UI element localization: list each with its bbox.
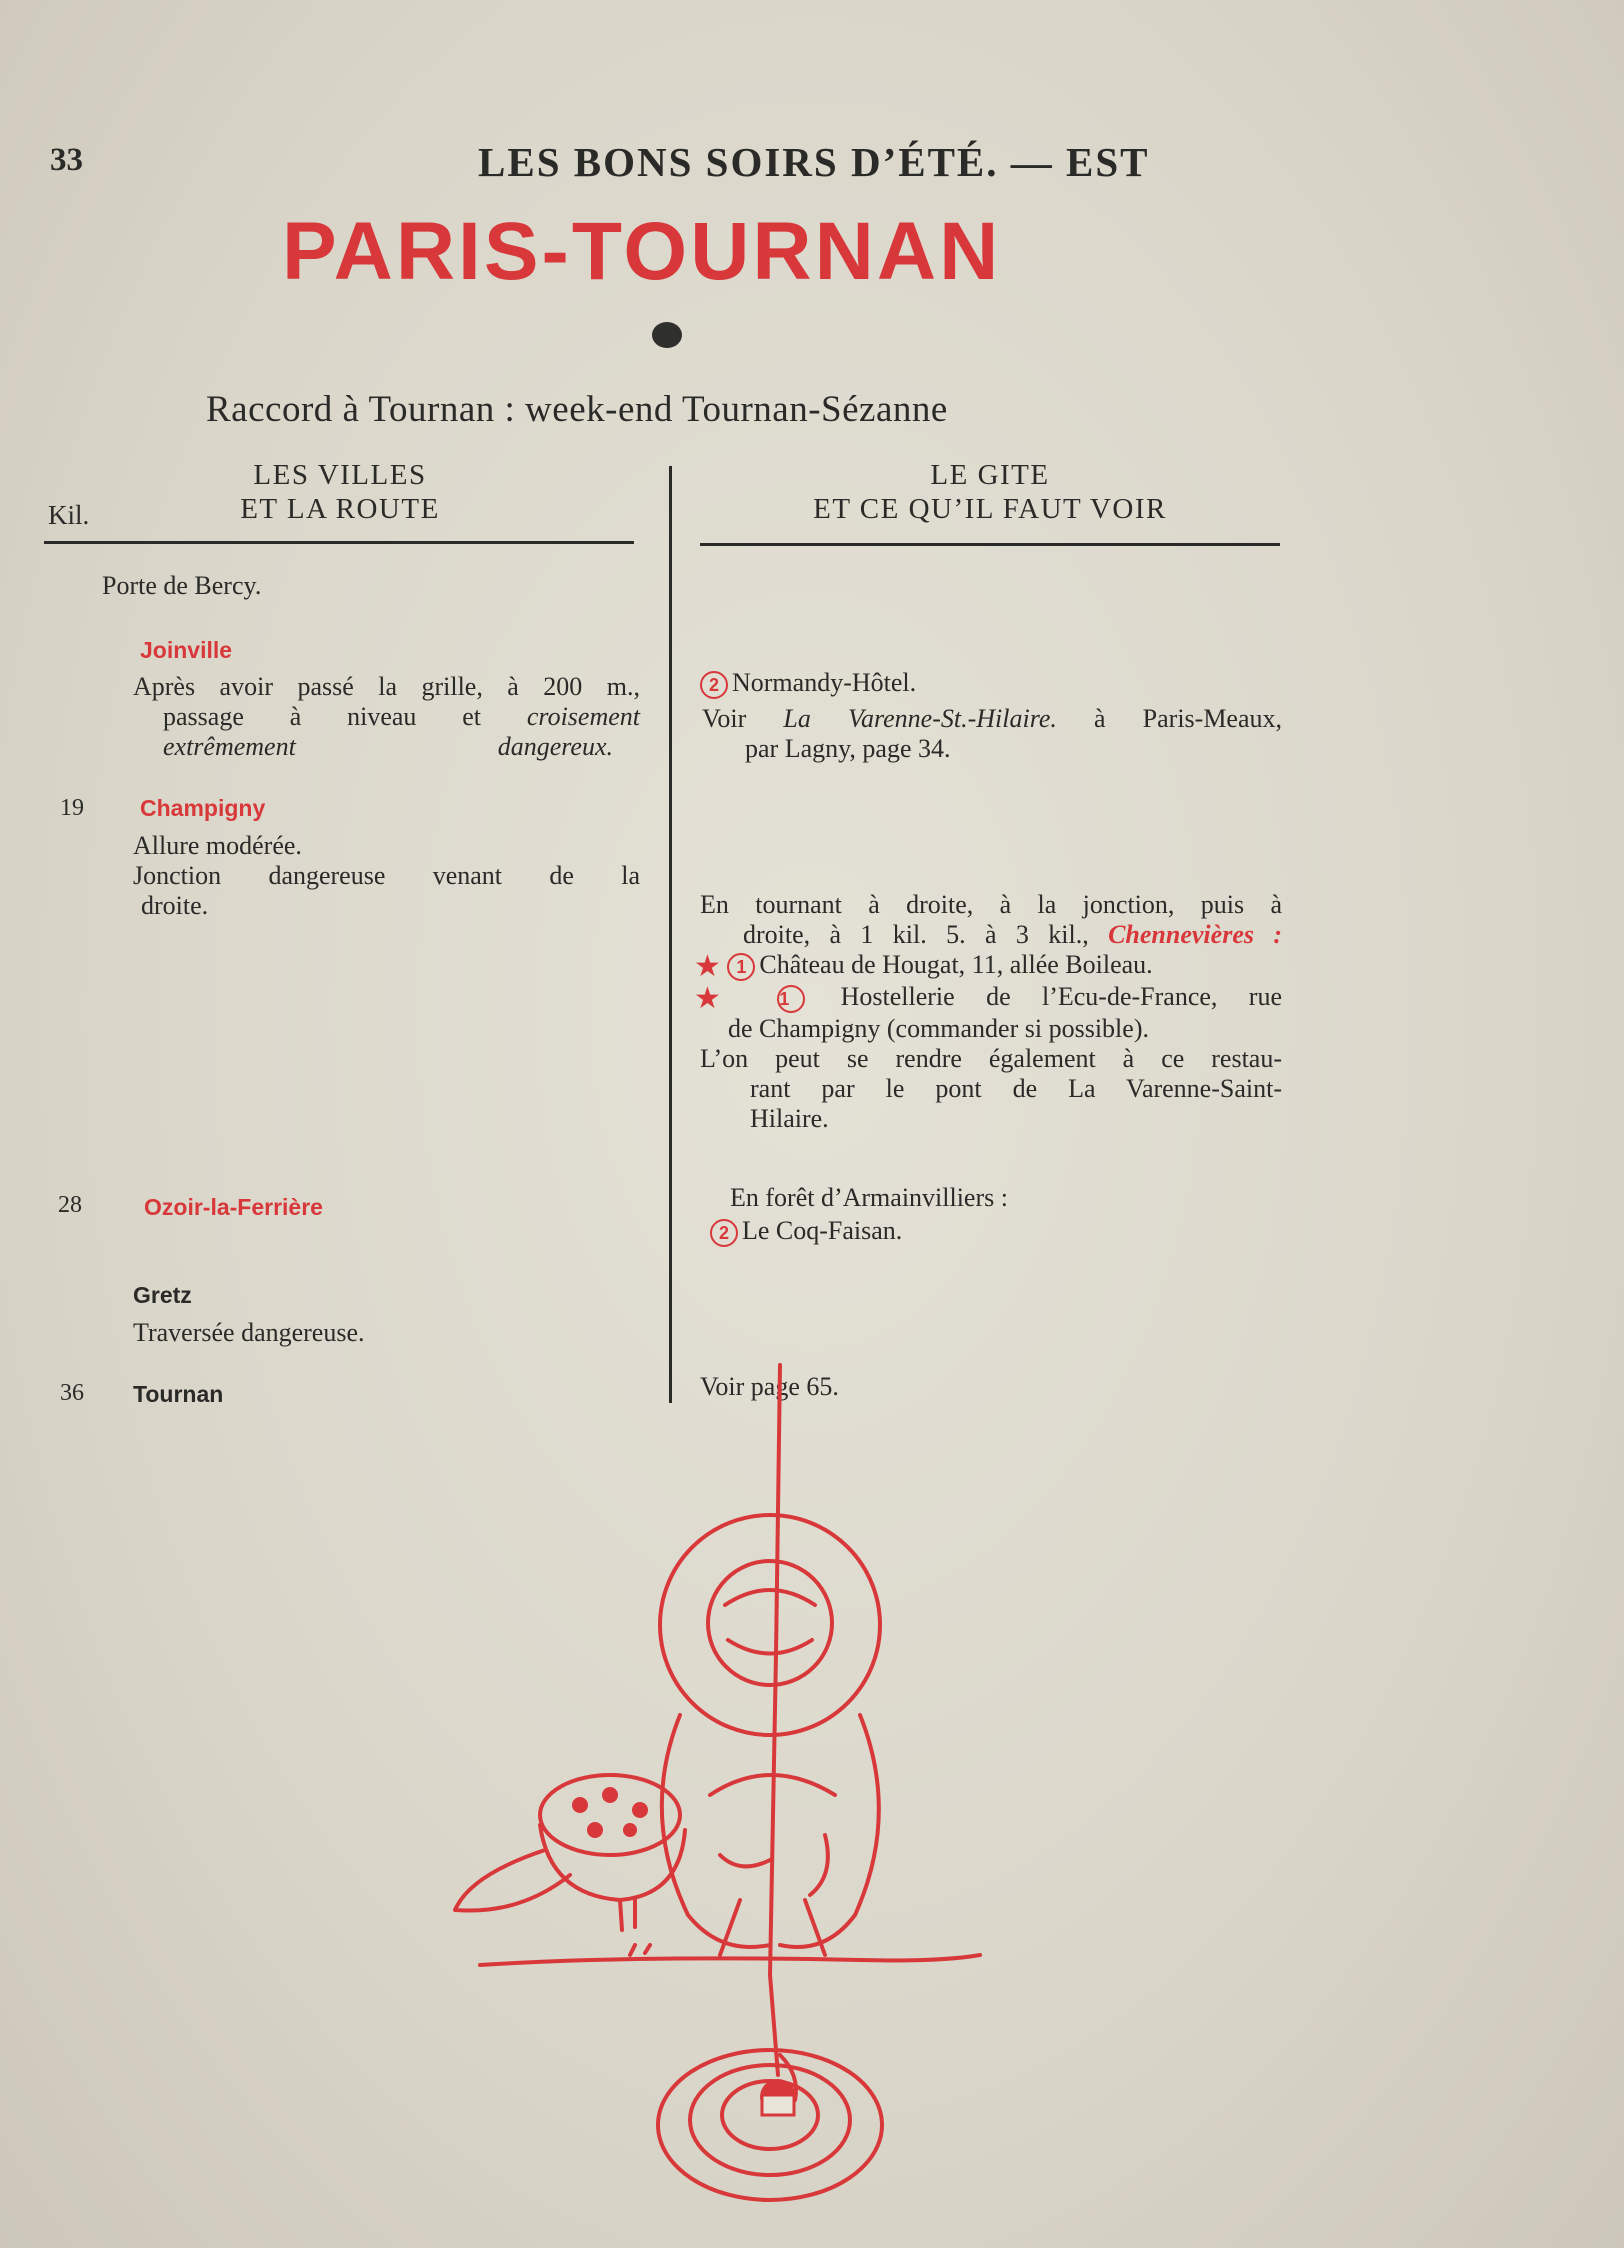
- hotel-ecu-de-france: [694, 982, 1282, 1014]
- km-tournan: 36: [60, 1380, 84, 1406]
- fisherman-illustration: [440, 1355, 1000, 2215]
- place-chennevieres: Chennevières :: [1108, 920, 1283, 949]
- chennevieres-line1: En tournant à droite, à la jonction, puis à: [700, 890, 1282, 919]
- normandy-name: Normandy-Hôtel.: [732, 668, 917, 697]
- right-column-heading: [700, 458, 1280, 526]
- place-joinville: Joinville: [140, 637, 233, 663]
- chennevieres-line2: [700, 920, 1282, 950]
- joinville-line2b: croisement: [526, 702, 641, 731]
- km-ozoir: 28: [58, 1192, 82, 1218]
- ground-line: [480, 1955, 980, 1965]
- restaurant-marker: 1: [727, 953, 755, 981]
- joinville-line3: extrêmement dangereux.: [163, 732, 613, 761]
- varenne-link-text: La Varenne-St.-Hilaire.: [783, 704, 1057, 733]
- joinville-text: [133, 672, 640, 762]
- right-rule: [700, 543, 1280, 546]
- hotel-hougat: [694, 950, 1282, 982]
- km-champigny: 19: [60, 795, 84, 821]
- place-ozoir-la-ferriere: Ozoir-la-Ferrière: [144, 1194, 323, 1220]
- right-heading-line2: ET CE QU’IL FAUT VOIR: [813, 493, 1167, 525]
- running-head: LES BONS SOIRS D’ÉTÉ. — EST: [478, 139, 1150, 185]
- page-title: PARIS-TOURNAN: [282, 206, 1002, 297]
- chennevieres-block: [694, 890, 1283, 1134]
- page-number: 33: [50, 142, 83, 178]
- gretz-text: Traversée dangereuse.: [133, 1318, 365, 1347]
- champigny-text: [133, 831, 640, 921]
- coq-faisan: [710, 1216, 902, 1247]
- joinville-line2a: passage à niveau et: [163, 702, 482, 731]
- left-column-heading: [170, 458, 510, 526]
- face: [708, 1561, 832, 1685]
- voir-varenne-line2: par Lagny, page 34.: [745, 734, 951, 763]
- column-divider: [669, 466, 672, 1403]
- hotel-ecu-line2: de Champigny (commander si possible).: [728, 1014, 1149, 1044]
- note-line1: L’on peut se rendre également à ce restau-: [700, 1044, 1282, 1074]
- note-line2: rant par le pont de La Varenne-Saint-: [750, 1074, 1282, 1104]
- hotel-ecu-text: Hostellerie de l’Ecu-de-France, rue: [840, 982, 1283, 1012]
- restaurant-marker: 1: [777, 985, 805, 1013]
- left-heading-line1: LES VILLES: [253, 459, 427, 491]
- star-icon: ★: [694, 950, 721, 984]
- voir-word: Voir: [702, 704, 747, 733]
- left-rule: [44, 541, 634, 544]
- subtitle: Raccord à Tournan : week-end Tournan-Sézanne: [206, 389, 948, 430]
- voir-varenne: [702, 704, 1282, 764]
- left-heading-line2: ET LA ROUTE: [240, 493, 440, 525]
- place-gretz: Gretz: [133, 1282, 192, 1308]
- foret-armainvilliers: En forêt d’Armainvilliers :: [730, 1183, 1008, 1212]
- body-left: [662, 1715, 770, 1947]
- voir-page-65: Voir page 65.: [700, 1372, 839, 1401]
- champigny-line2: Jonction dangereuse venant de la: [133, 861, 640, 890]
- place-tournan: Tournan: [133, 1381, 224, 1407]
- restaurant-marker: 2: [700, 671, 728, 699]
- chennevieres-line2-text: droite, à 1 kil. 5. à 3 kil.,: [743, 920, 1089, 949]
- coq-faisan-name: Le Coq-Faisan.: [742, 1216, 903, 1245]
- restaurant-marker: 2: [710, 1219, 738, 1247]
- place-champigny: Champigny: [140, 795, 266, 821]
- right-heading-line1: LE GITE: [930, 459, 1050, 491]
- champigny-line1: Allure modérée.: [133, 831, 302, 860]
- paris-meaux: à Paris-Meaux,: [1094, 704, 1283, 733]
- hotel-hougat-text: Château de Hougat, 11, allée Boileau.: [759, 950, 1153, 979]
- hood: [660, 1515, 880, 1735]
- voir-varenne-line1: [702, 704, 1282, 734]
- body-right: [780, 1715, 879, 1947]
- normandy-hotel: [700, 668, 916, 699]
- star-icon: ★: [694, 982, 746, 1016]
- joinville-line2: [133, 702, 640, 732]
- note-line3: Hilaire.: [750, 1104, 829, 1134]
- joinville-line1: Après avoir passé la grille, à 200 m.,: [133, 672, 640, 701]
- champigny-line3: droite.: [141, 891, 209, 920]
- kilometre-label: Kil.: [48, 500, 90, 530]
- ornament-dot: [652, 322, 682, 348]
- porte-de-bercy: Porte de Bercy.: [102, 571, 262, 600]
- fishing-rod: [770, 1365, 780, 2075]
